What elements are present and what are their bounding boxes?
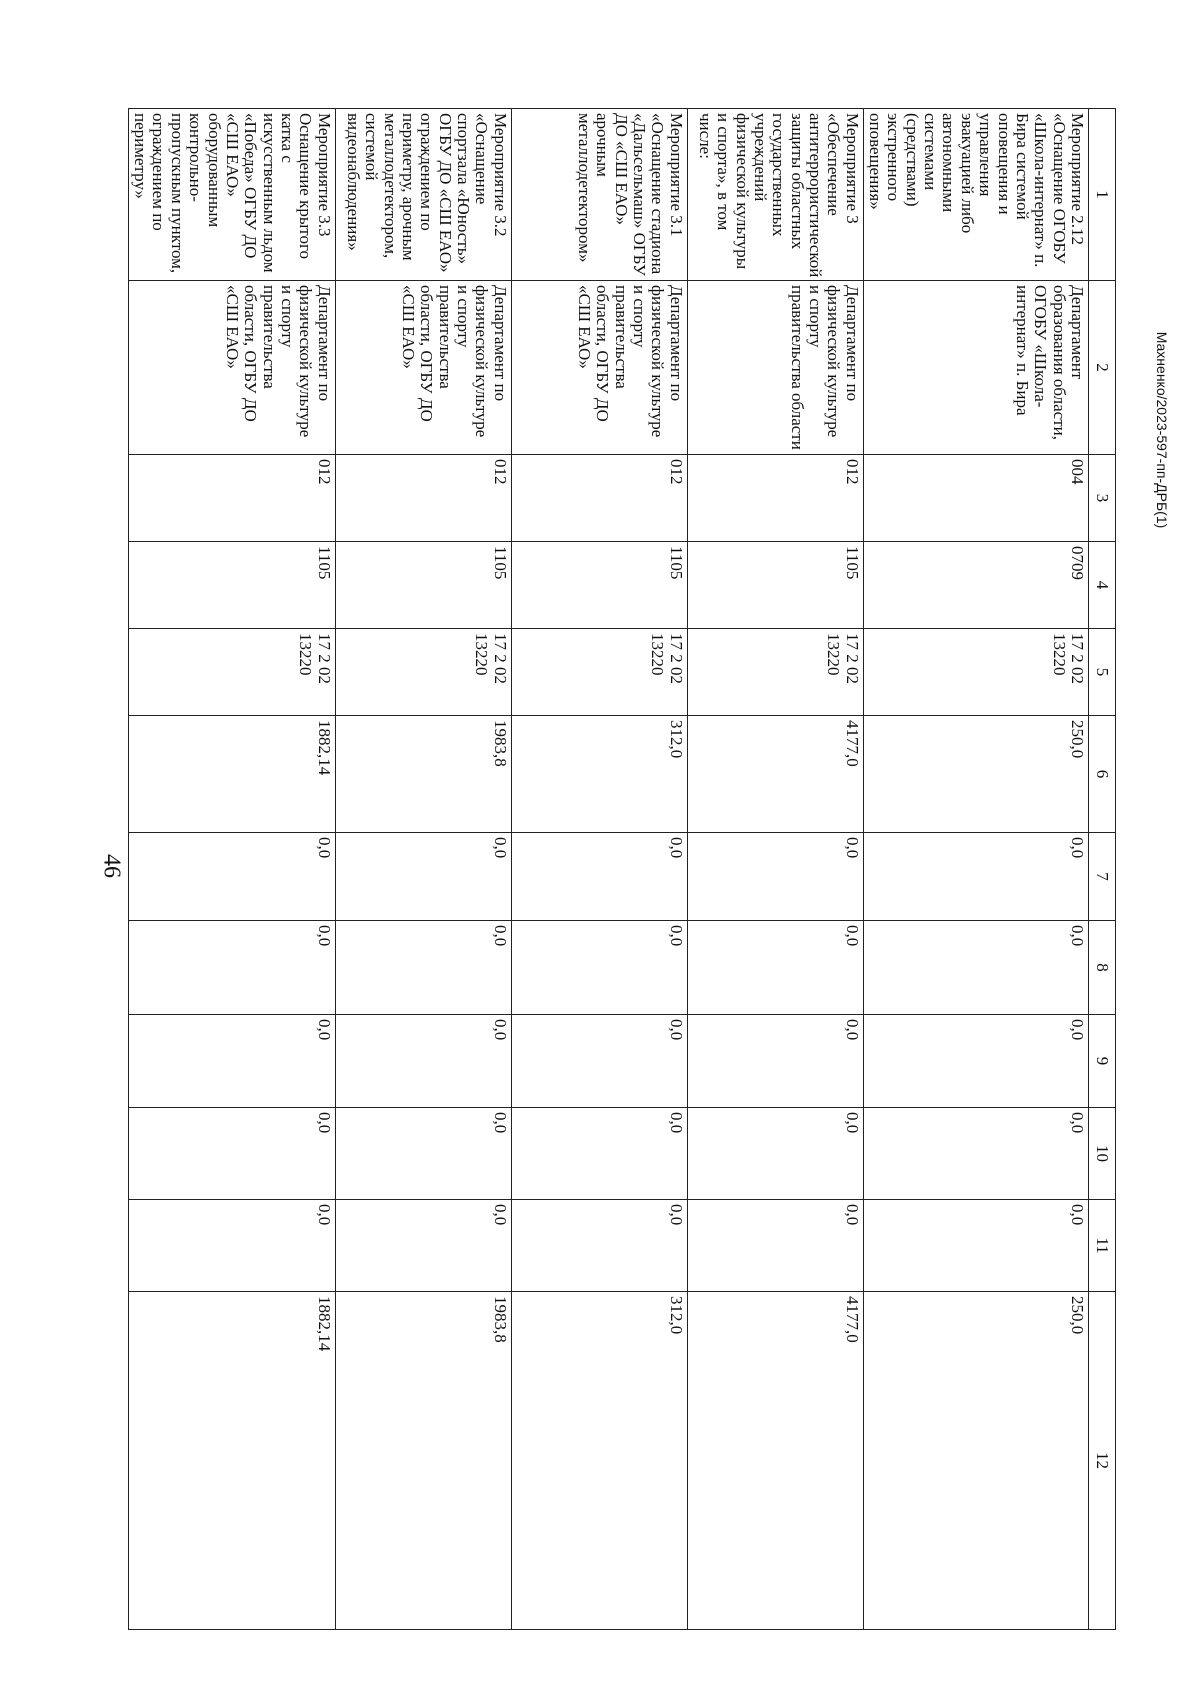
table-row xyxy=(335,109,511,1630)
cell-activity: Мероприятие 3.1 «Оснащение стадиона «Дальсельмаш» ОГБУ ДО «СШ ЕАО» арочным металлодетектором» xyxy=(511,109,687,281)
cell-executor: Департамент образования области, ОГОБУ «Школа-интернат» п. Бира xyxy=(863,281,1088,455)
cell-col9: 0,0 xyxy=(687,1015,863,1108)
cell-col10: 0,0 xyxy=(335,1108,511,1200)
cell-col12: 312,0 xyxy=(511,1292,687,1630)
cell-col10: 0,0 xyxy=(863,1108,1088,1200)
cell-col8: 0,0 xyxy=(335,921,511,1015)
cell-col7: 0,0 xyxy=(128,833,335,921)
cell-col4: 1105 xyxy=(335,542,511,629)
col-header-9: 9 xyxy=(1089,1015,1116,1108)
cell-col12: 4177,0 xyxy=(687,1292,863,1630)
cell-col8: 0,0 xyxy=(128,921,335,1015)
cell-col3: 012 xyxy=(128,455,335,542)
col-header-7: 7 xyxy=(1089,833,1116,921)
table-row xyxy=(687,109,863,1630)
col-header-1: 1 xyxy=(1089,109,1116,281)
cell-col11: 0,0 xyxy=(687,1200,863,1292)
cell-col7: 0,0 xyxy=(511,833,687,921)
table-frame xyxy=(131,108,1116,1629)
cell-col4: 1105 xyxy=(687,542,863,629)
col-header-12: 12 xyxy=(1089,1292,1116,1630)
cell-col12: 250,0 xyxy=(863,1292,1088,1630)
cell-col9: 0,0 xyxy=(511,1015,687,1108)
cell-col6: 1882,14 xyxy=(128,716,335,833)
col-header-4: 4 xyxy=(1089,542,1116,629)
document-code: Махненко/2023-597-пп-ДРБ(1) xyxy=(1154,331,1170,529)
header-row xyxy=(1089,109,1116,1630)
cell-col5: 17 2 02 13220 xyxy=(687,629,863,716)
cell-col5: 17 2 02 13220 xyxy=(128,629,335,716)
cell-col9: 0,0 xyxy=(335,1015,511,1108)
col-header-2: 2 xyxy=(1089,281,1116,455)
rotated-table-container xyxy=(131,108,1116,1629)
cell-col3: 012 xyxy=(687,455,863,542)
page-number: 46 xyxy=(98,854,125,878)
cell-activity: Мероприятие 3.3 Оснащение крытого катка с искусственным льдом «Победа» ОГБУ ДО «СШ ЕАО» оборудованным контрольно-пропускным пунктом, ограждением по периметру» xyxy=(128,109,335,281)
cell-col10: 0,0 xyxy=(128,1108,335,1200)
cell-col11: 0,0 xyxy=(335,1200,511,1292)
cell-col8: 0,0 xyxy=(687,921,863,1015)
cell-col11: 0,0 xyxy=(863,1200,1088,1292)
table-row xyxy=(863,109,1088,1630)
cell-col9: 0,0 xyxy=(863,1015,1088,1108)
cell-activity: Мероприятие 3.2 «Оснащение спортзала «Юность» ОГБУ ДО «СШ ЕАО» ограждением по периметру, арочным металлодетектором, системой видеонаблюдения» xyxy=(335,109,511,281)
cell-col3: 012 xyxy=(511,455,687,542)
cell-col7: 0,0 xyxy=(863,833,1088,921)
cell-executor: Департамент по физической культуре и спорту правительства области, ОГБУ ДО «СШ ЕАО» xyxy=(335,281,511,455)
cell-col11: 0,0 xyxy=(511,1200,687,1292)
col-header-6: 6 xyxy=(1089,716,1116,833)
cell-col7: 0,0 xyxy=(335,833,511,921)
cell-col6: 1983,8 xyxy=(335,716,511,833)
cell-col11: 0,0 xyxy=(128,1200,335,1292)
col-header-3: 3 xyxy=(1089,455,1116,542)
cell-col4: 1105 xyxy=(511,542,687,629)
table-row xyxy=(511,109,687,1630)
cell-col7: 0,0 xyxy=(687,833,863,921)
cell-col4: 1105 xyxy=(128,542,335,629)
cell-col6: 312,0 xyxy=(511,716,687,833)
cell-col9: 0,0 xyxy=(128,1015,335,1108)
cell-col3: 012 xyxy=(335,455,511,542)
cell-col3: 004 xyxy=(863,455,1088,542)
cell-col5: 17 2 02 13220 xyxy=(511,629,687,716)
cell-col10: 0,0 xyxy=(511,1108,687,1200)
col-header-8: 8 xyxy=(1089,921,1116,1015)
cell-col8: 0,0 xyxy=(511,921,687,1015)
cell-executor: Департамент по физической культуре и спорту правительства области, ОГБУ ДО «СШ ЕАО» xyxy=(511,281,687,455)
cell-activity: Мероприятие 3 «Обеспечение антитеррористической защиты областных государственных учреждений физической культуры и спорта», в том числе: xyxy=(687,109,863,281)
budget-table xyxy=(128,108,1116,1630)
col-header-11: 11 xyxy=(1089,1200,1116,1292)
cell-col4: 0709 xyxy=(863,542,1088,629)
cell-col12: 1983,8 xyxy=(335,1292,511,1630)
cell-col5: 17 2 02 13220 xyxy=(863,629,1088,716)
col-header-10: 10 xyxy=(1089,1108,1116,1200)
cell-activity: Мероприятие 2.12 «Оснащение ОГОБУ «Школа-интернат» п. Бира системой оповещения и управления эвакуацией либо автономными системами (средствами) экстренного оповещения» xyxy=(863,109,1088,281)
cell-col6: 250,0 xyxy=(863,716,1088,833)
cell-col10: 0,0 xyxy=(687,1108,863,1200)
col-header-5: 5 xyxy=(1089,629,1116,716)
cell-col5: 17 2 02 13220 xyxy=(335,629,511,716)
cell-col8: 0,0 xyxy=(863,921,1088,1015)
cell-col12: 1882,14 xyxy=(128,1292,335,1630)
cell-executor: Департамент по физической культуре и спорту правительства области xyxy=(687,281,863,455)
cell-col6: 4177,0 xyxy=(687,716,863,833)
cell-executor: Департамент по физической культуре и спорту правительства области, ОГБУ ДО «СШ ЕАО» xyxy=(128,281,335,455)
table-row xyxy=(128,109,335,1630)
